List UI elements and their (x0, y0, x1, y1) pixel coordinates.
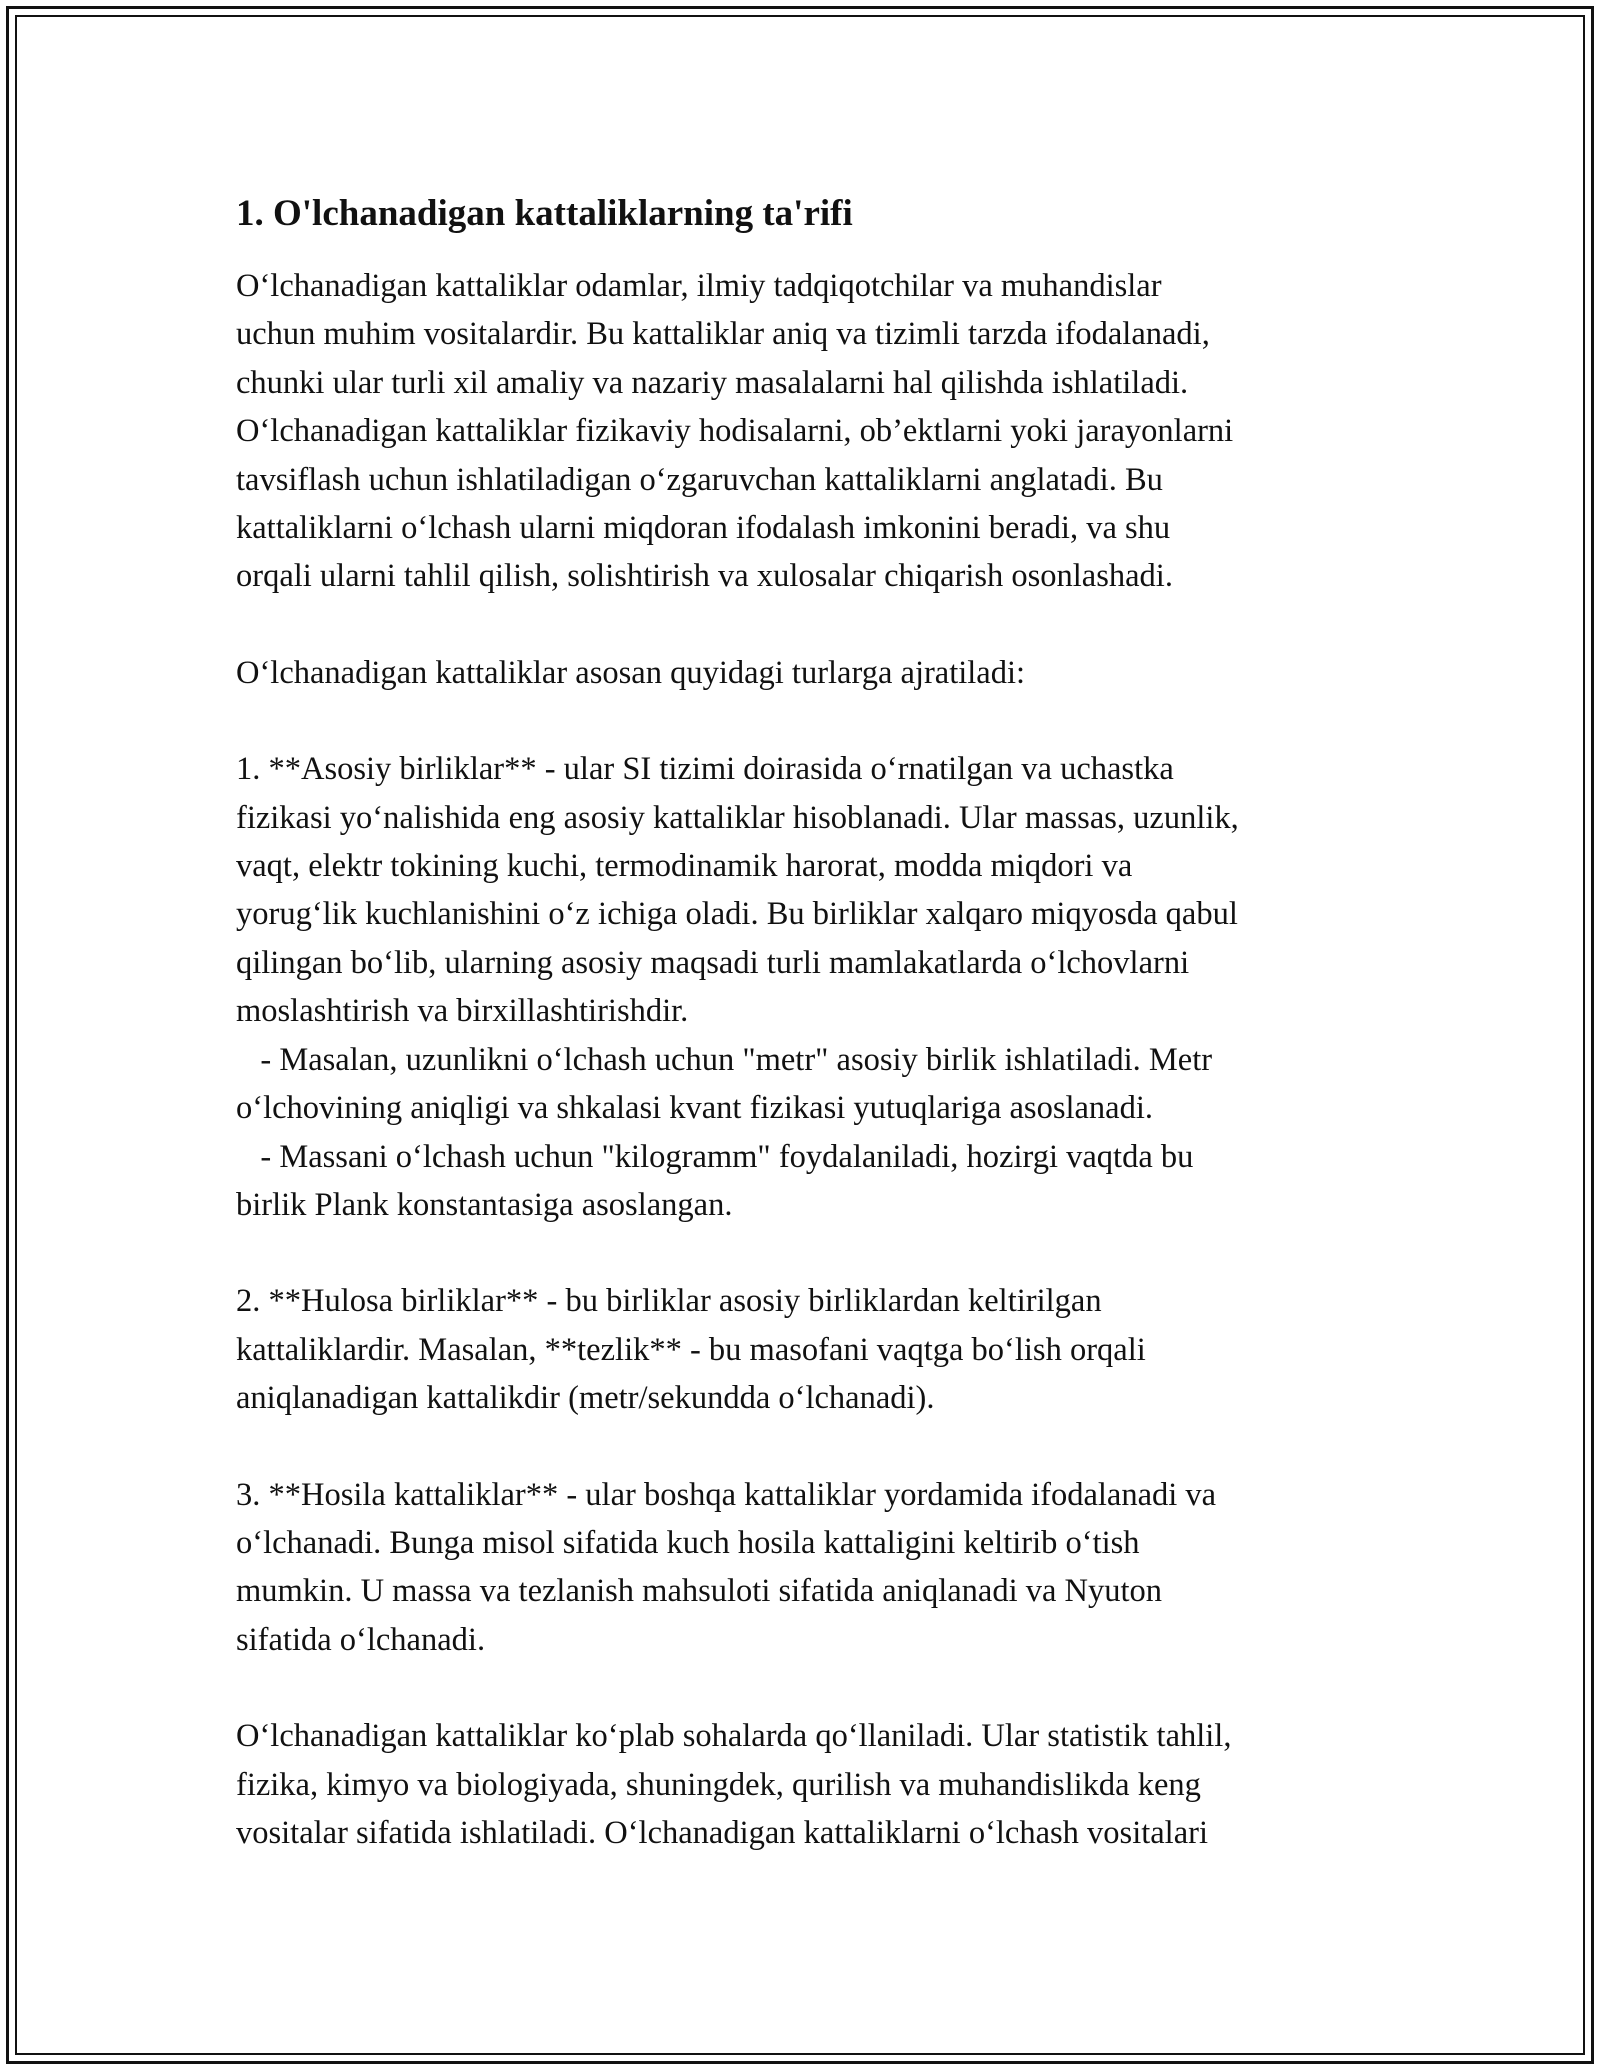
paragraph-applications: O‘lchanadigan kattaliklar ko‘plab sohalarda qo‘llaniladi. Ular statistik tahlil, fizika, kimyo va biologiyada, shuningdek, qurilish va muhandislikda keng vositalar sifatida ishlatiladi. O‘lchanadigan kattaliklarni o‘lchash vositalari (236, 1718, 1232, 1851)
paragraph-base-units: 1. **Asosiy birliklar** - ular SI tizimi doirasida o‘rnatilgan va uchastka fizikasi yo‘nalishida eng asosiy kattaliklar hisoblanadi. Ular massas, uzunlik, vaqt, elektr tokining kuchi, termodinamik harorat, modda miqdori va yorug‘lik kuchlanishini o‘z ichiga oladi. Bu birliklar xalqaro miqyosda qabul qilingan bo‘lib, ularning asosiy maqsadi turli mamlakatlarda o‘lchovlarni moslashtirish va birxillashtirishdir. - Masalan, uzunlikni o‘lchash uchun "metr" asosiy birlik ishlatiladi. Metr o‘lchovining aniqligi va shkalasi kvant fizikasi yutuqlariga asoslanadi. - Massani o‘lchash uchun "kilogramm" foydalaniladi, hozirgi vaqtda bu birlik Plank konstantasiga asoslangan. (236, 751, 1239, 1223)
paragraph-derived-quantities: 3. **Hosila kattaliklar** - ular boshqa kattaliklar yordamida ifodalanadi va o‘lchanadi. Bunga misol sifatida kuch hosila kattaligini keltirib o‘tish mumkin. U massa va tezlanish mahsuloti sifatida aniqlanadi va Nyuton sifatida o‘lchanadi. (236, 1476, 1217, 1658)
paragraph-intro: O‘lchanadigan kattaliklar odamlar, ilmiy tadqiqotchilar va muhandislar uchun muhim vositalardir. Bu kattaliklar aniq va tizimli tarzda ifodalanadi, chunki ular turli xil amaliy va nazariy masalalarni hal qilishda ishlatiladi. O‘lchanadigan kattaliklar fizikaviy hodisalarni, ob’ektlarni yoki jarayonlarni tavsiflash uchun ishlatiladigan o‘zgaruvchan kattaliklarni anglatadi. Bu kattaliklarni o‘lchash ularni miqdoran ifodalash imkonini beradi, va shu orqali ularni tahlil qilish, solishtirish va xulosalar chiqarish osonlashadi. (236, 268, 1234, 595)
paragraph-types-heading: O‘lchanadigan kattaliklar asosan quyidagi turlarga ajratiladi: (236, 654, 1026, 691)
paragraph-derived-units: 2. **Hulosa birliklar** - bu birliklar asosiy birliklardan keltirilgan kattaliklardir. Masalan, **tezlik** - bu masofani vaqtga bo‘lish orqali aniqlanadigan kattalikdir (metr/sekundda o‘lchanadi). (236, 1283, 1146, 1417)
document-title: 1. O'lchanadigan kattaliklarning ta'rifi (236, 193, 853, 234)
document-page (236, 186, 1376, 1905)
